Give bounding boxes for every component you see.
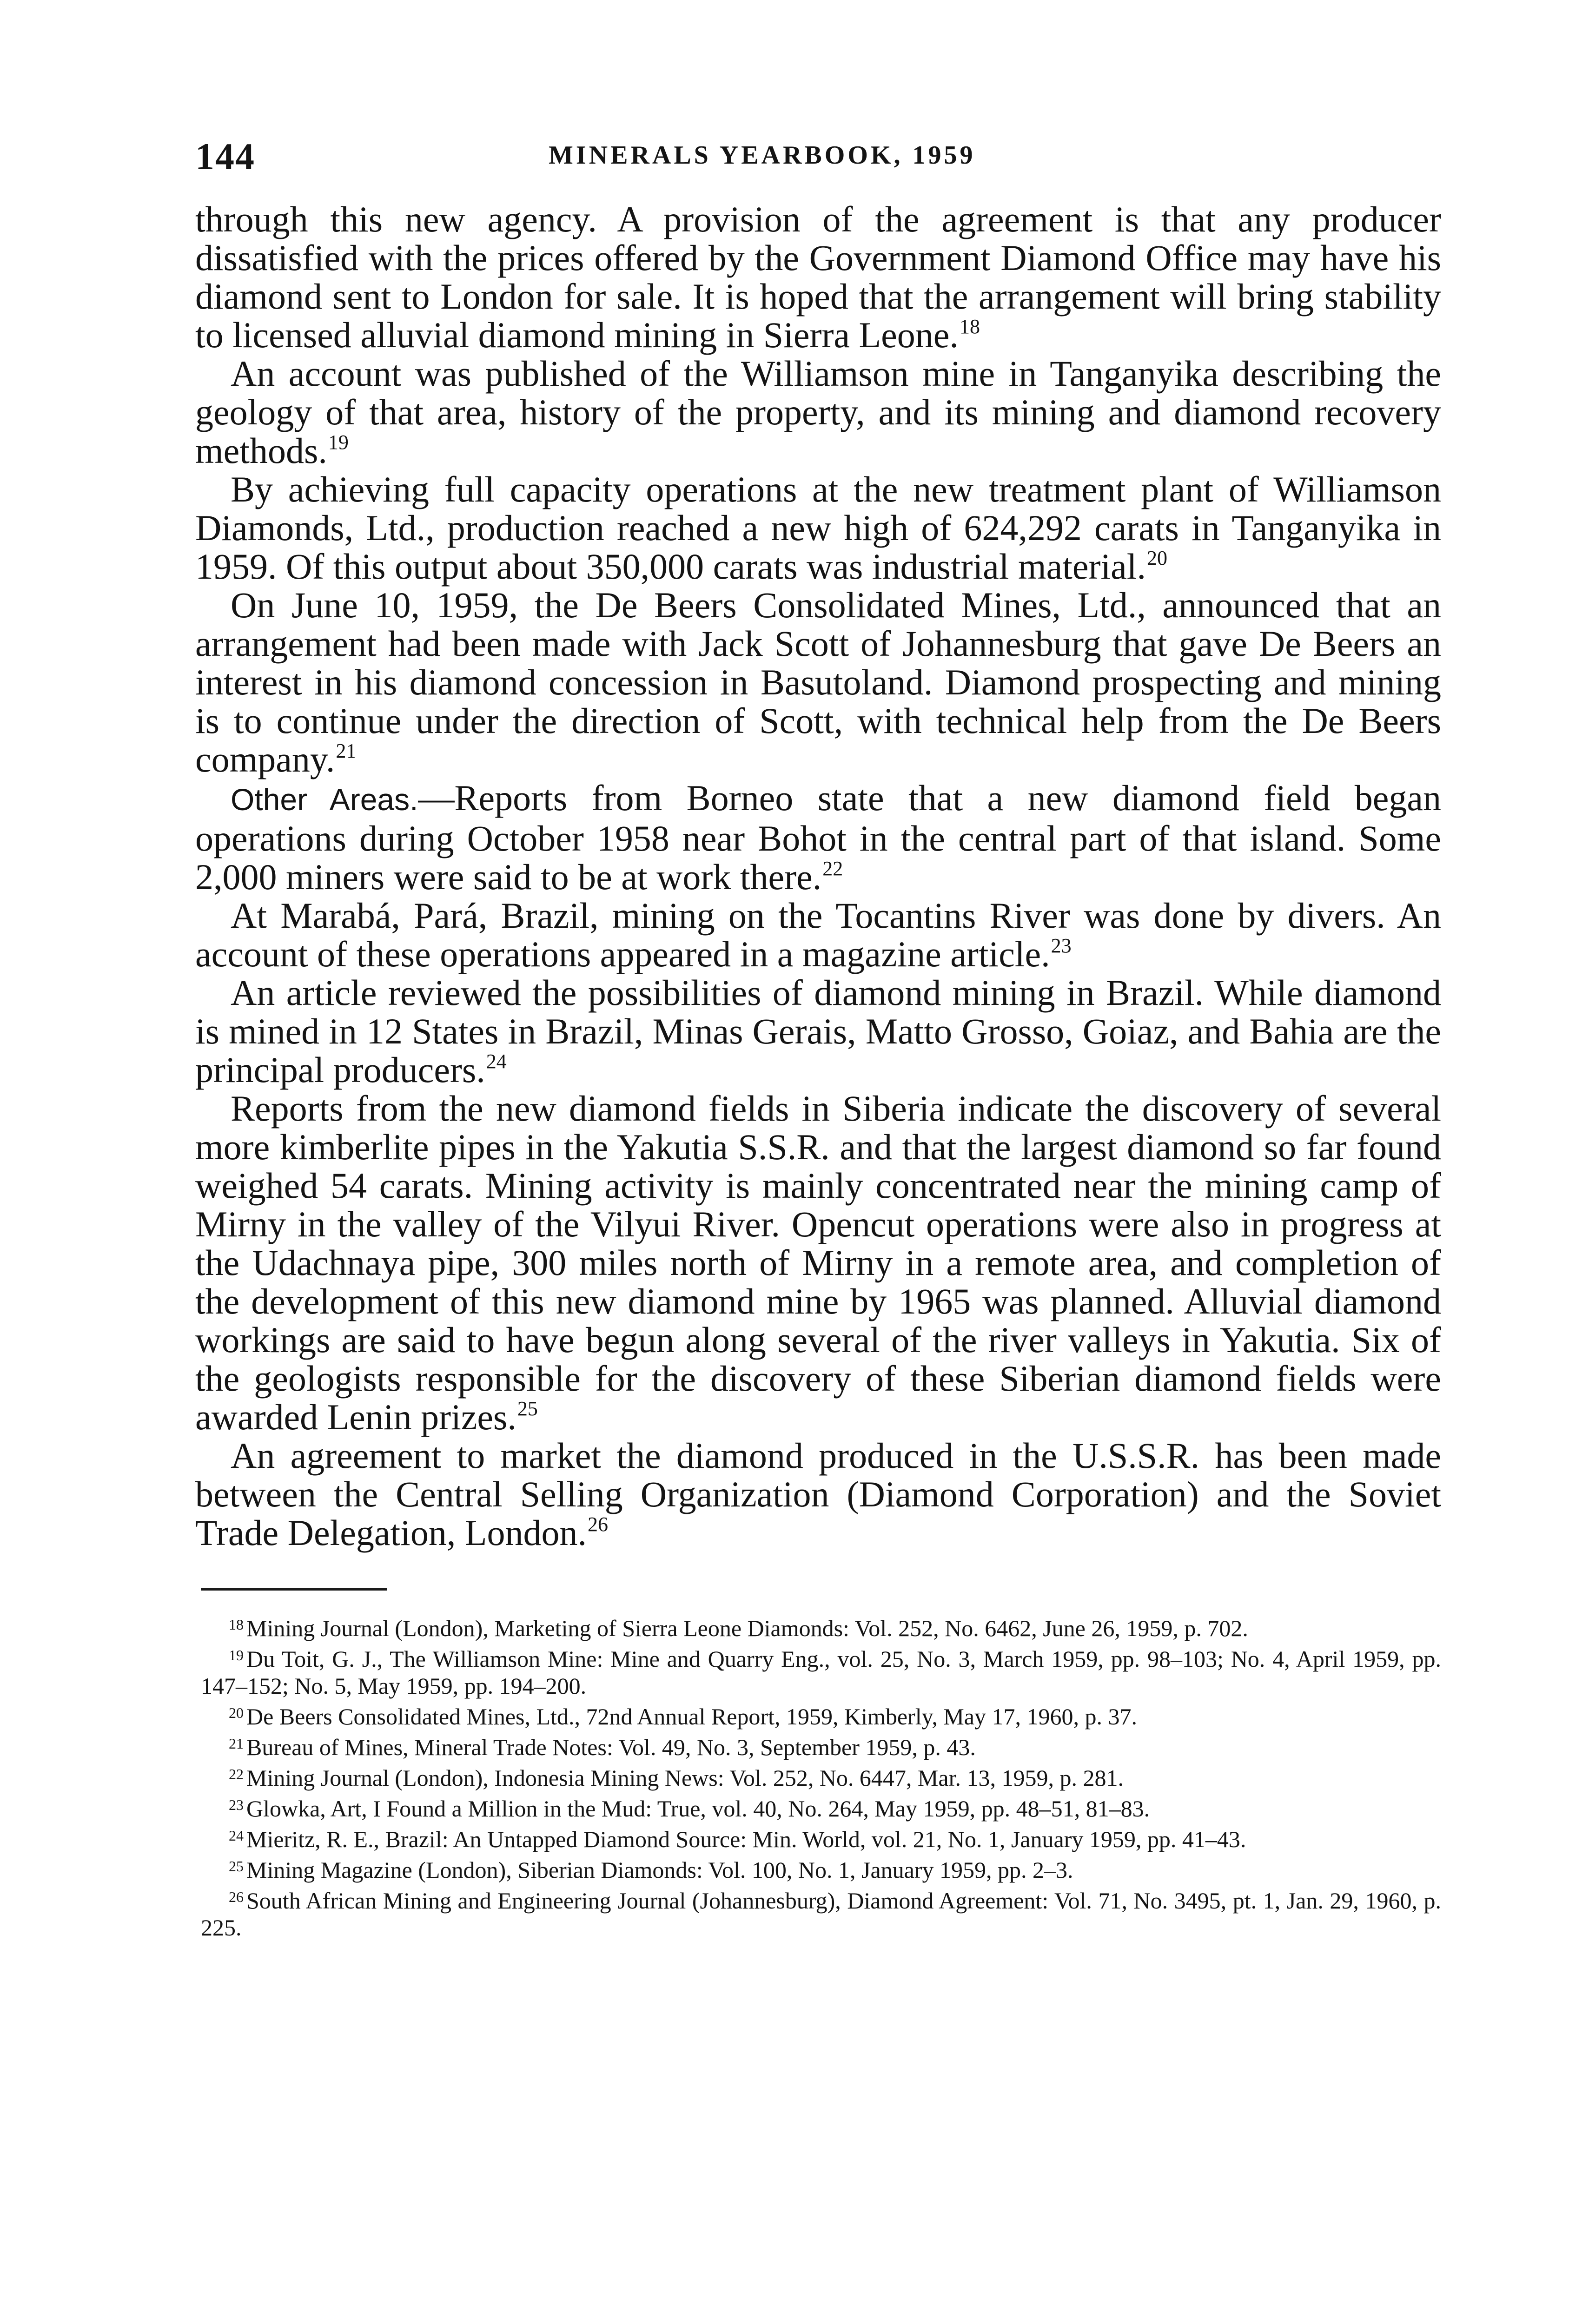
footnote-ref[interactable]: 24 <box>486 1050 507 1073</box>
page <box>195 135 1441 1941</box>
paragraph: Other Areas.—Reports from Borneo state that a new diamond field began operations during October 1958 near Bohot in the central part of that island. Some 2,000 miners were said to be at work there.$^{22}$ <box>195 778 1441 897</box>
footnote-ref[interactable]: 22 <box>822 857 843 880</box>
paragraph: Reports from the new diamond fields in Siberia indicate the discovery of several more kimberlite pipes in the Yakutia S.S.R. and that the largest diamond so far found weighed 54 carats. Mining activity is mainly concentrated near the mining camp of Mirny in the valley of the Vilyui River. Opencut operations were also in progress at the Udachnaya pipe, 300 miles north of Mirny in a remote area, and completion of the development of this new diamond mine by 1965 was planned. Alluvial diamond workings are said to have begun along several of the river valleys in Yakutia. Six of the geologists responsible for the discovery of these Siberian diamond fields were awarded Lenin prizes.$^{25}$ <box>195 1088 1441 1437</box>
footnote: $^{23}$ Glowka, Art, I Found a Million in the Mud: True, vol. 40, No. 264, May 1959, pp. 48–51, 81–83. <box>229 1796 1150 1822</box>
footnote-ref[interactable]: 18 <box>959 315 980 338</box>
page-number: 144 <box>195 135 255 178</box>
paragraph: At Marabá, Pará, Brazil, mining on the Tocantins River was done by divers. An account of these operations appeared in a magazine article.$^{23}$ <box>195 895 1441 974</box>
footnote-mark: 23 <box>229 1796 244 1813</box>
footnote-mark: 20 <box>229 1704 244 1721</box>
paragraph: An account was published of the Williamson mine in Tanganyika describing the geology of that area, history of the property, and its mining and diamond recovery methods.$^{19}$ <box>195 353 1441 471</box>
footnote-mark: 21 <box>229 1735 244 1752</box>
body-text <box>195 200 1441 1552</box>
footnote: $^{21}$ Bureau of Mines, Mineral Trade Notes: Vol. 49, No. 3, September 1959, p. 43. <box>229 1734 976 1760</box>
footnote-mark: 19 <box>229 1647 244 1664</box>
footnote-ref[interactable]: 19 <box>328 431 349 454</box>
running-title: MINERALS YEARBOOK, 1959 <box>549 141 976 170</box>
paragraph: On June 10, 1959, the De Beers Consolidated Mines, Ltd., announced that an arrangement had been made with Jack Scott of Johannesburg that gave De Beers an interest in his diamond concession in Basutoland. Diamond prospecting and mining is to continue under the direction of Scott, with technical help from the De Beers company.$^{21}$ <box>195 585 1441 779</box>
footnote-ref[interactable]: 25 <box>517 1397 538 1420</box>
footnote-mark: 26 <box>229 1888 244 1905</box>
footnote: $^{24}$ Mieritz, R. E., Brazil: An Untapped Diamond Source: Min. World, vol. 21, No. 1, January 1959, pp. 41–43. <box>229 1826 1246 1852</box>
footnote-mark: 25 <box>229 1858 244 1875</box>
footnote: $^{25}$ Mining Magazine (London), Siberian Diamonds: Vol. 100, No. 1, January 1959, pp. 2–3. <box>229 1857 1073 1883</box>
footnote-mark: 18 <box>229 1616 244 1633</box>
footnote-mark: 22 <box>229 1766 244 1783</box>
running-head <box>195 135 1441 186</box>
footnote-ref[interactable]: 20 <box>1146 547 1167 569</box>
footnote-ref[interactable]: 23 <box>1051 934 1072 957</box>
footnote-divider <box>201 1588 387 1591</box>
footnote-mark: 24 <box>229 1827 244 1844</box>
footnote: $^{19}$ Du Toit, G. J., The Williamson Mine: Mine and Quarry Eng., vol. 25, No. 3, March 1959, pp. 98–103; No. 4, April 1959, pp. 147–152; No. 5, May 1959, pp. 194–200. <box>201 1646 1441 1699</box>
footnote-ref[interactable]: 26 <box>587 1513 608 1536</box>
footnote-ref[interactable]: 21 <box>336 739 357 762</box>
paragraph: By achieving full capacity operations at the new treatment plant of Williamson Diamonds, Ltd., production reached a new high of 624,292 carats in Tanganyika in 1959. Of this output about 350,000 carats was industrial material.$^{20}$ <box>195 469 1441 587</box>
footnotes <box>195 1611 1441 1941</box>
paragraph: through this new agency. A provision of the agreement is that any producer dissatisfied with the prices offered by the Government Diamond Office may have his diamond sent to London for sale. It is hoped that the arrangement will bring stability to licensed alluvial diamond mining in Sierra Leone.$^{18}$ <box>195 199 1441 355</box>
section-heading: Other Areas. <box>231 782 418 817</box>
footnote: $^{18}$ Mining Journal (London), Marketing of Sierra Leone Diamonds: Vol. 252, No. 6462, June 26, 1959, p. 702. <box>229 1615 1248 1641</box>
paragraph: An agreement to market the diamond produced in the U.S.S.R. has been made between the Central Selling Organization (Diamond Corporation) and the Soviet Trade Delegation, London.$^{26}$ <box>195 1435 1441 1553</box>
paragraph: An article reviewed the possibilities of diamond mining in Brazil. While diamond is mined in 12 States in Brazil, Minas Gerais, Matto Grosso, Goiaz, and Bahia are the principal producers.$^{24}$ <box>195 972 1441 1090</box>
footnote: $^{22}$ Mining Journal (London), Indonesia Mining News: Vol. 252, No. 6447, Mar. 13, 1959, p. 281. <box>229 1765 1124 1791</box>
footnote: $^{26}$ South African Mining and Engineering Journal (Johannesburg), Diamond Agreement: Vol. 71, No. 3495, pt. 1, Jan. 29, 1960, p. 225. <box>201 1888 1441 1941</box>
footnote: $^{20}$ De Beers Consolidated Mines, Ltd., 72nd Annual Report, 1959, Kimberly, May 17, 1960, p. 37. <box>229 1703 1137 1730</box>
